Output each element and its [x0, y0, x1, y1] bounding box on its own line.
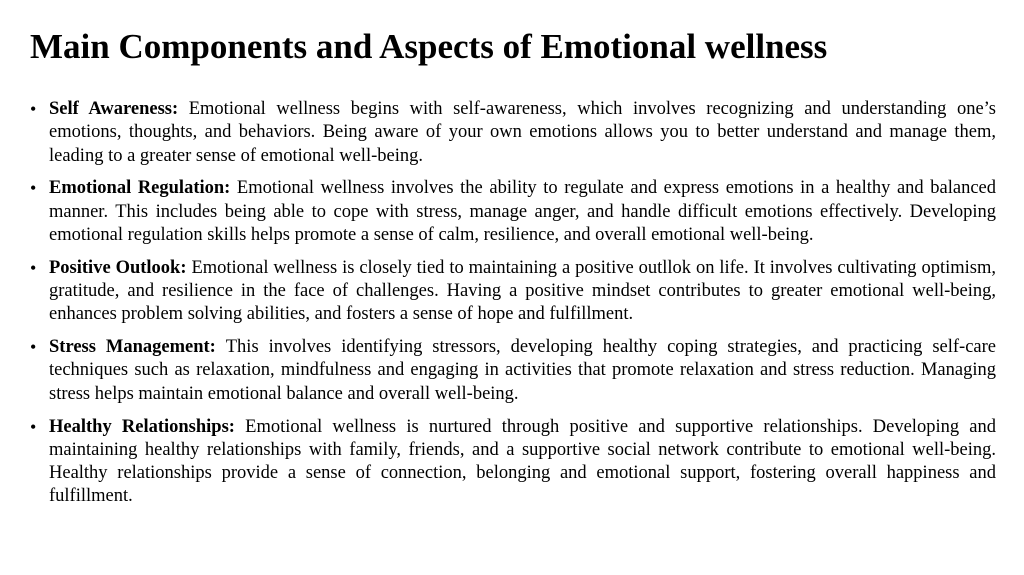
bullet-item-positive-outlook	[30, 257, 996, 327]
bullet-item-stress-management	[30, 336, 996, 406]
bullet-text: Emotional wellness is closely tied to maintaining a positive outllok on life. It involves cultivating optimism, gratitude, and resilience in the face of challenges. Having a positive mindset contributes to greater emotional well-being, enhances problem solving abilities, and fosters a sense of hope and fulfillment.	[49, 257, 996, 325]
bullet-term: Self Awareness:	[49, 99, 189, 119]
bullet-term: Stress Management:	[49, 337, 226, 358]
bullet-dot-icon: •	[30, 178, 37, 199]
bullet-text: Emotional wellness is nurtured through positive and supportive relationships. Developing and maintaining healthy relationships with family, friends, and a supportive social network contribute to emotional well-being. Healthy relationships provide a sense of connection, belonging and emotional support, fostering overall happiness and fulfillment.	[49, 416, 996, 507]
bullet-item-healthy-relationships	[30, 416, 996, 509]
bullet-list	[30, 98, 996, 518]
bullet-term: Positive Outlook:	[49, 257, 192, 278]
bullet-dot-icon: •	[30, 99, 37, 119]
slide-title: Main Components and Aspects of Emotional wellness	[30, 27, 828, 66]
bullet-dot-icon: •	[30, 257, 37, 278]
bullet-term: Healthy Relationships:	[49, 416, 246, 437]
bullet-term: Emotional Regulation:	[49, 178, 237, 199]
bullet-text: This involves identifying stressors, developing healthy coping strategies, and practicing self-care techniques such as relaxation, mindfulness and engaging in activities that promote relaxation and stress reduction. Managing stress helps maintain emotional balance and overall well-being.	[49, 337, 996, 404]
bullet-text: Emotional wellness involves the ability to regulate and express emotions in a healthy and balanced manner. This includes being able to cope with stress, manage anger, and handle difficult emotions effectively. Developing emotional regulation skills helps promote a sense of calm, resilience, and overall emotional well-being.	[49, 178, 996, 245]
bullet-item-self-awareness	[30, 98, 996, 168]
bullet-text: Emotional wellness begins with self-awareness, which involves recognizing and understanding one’s emotions, thoughts, and behaviors. Being aware of your own emotions allows you to better understand and manage them, leading to a greater sense of emotional well-being.	[49, 99, 996, 166]
bullet-dot-icon: •	[30, 337, 37, 358]
bullet-item-emotional-regulation	[30, 177, 996, 247]
bullet-dot-icon: •	[30, 416, 37, 437]
